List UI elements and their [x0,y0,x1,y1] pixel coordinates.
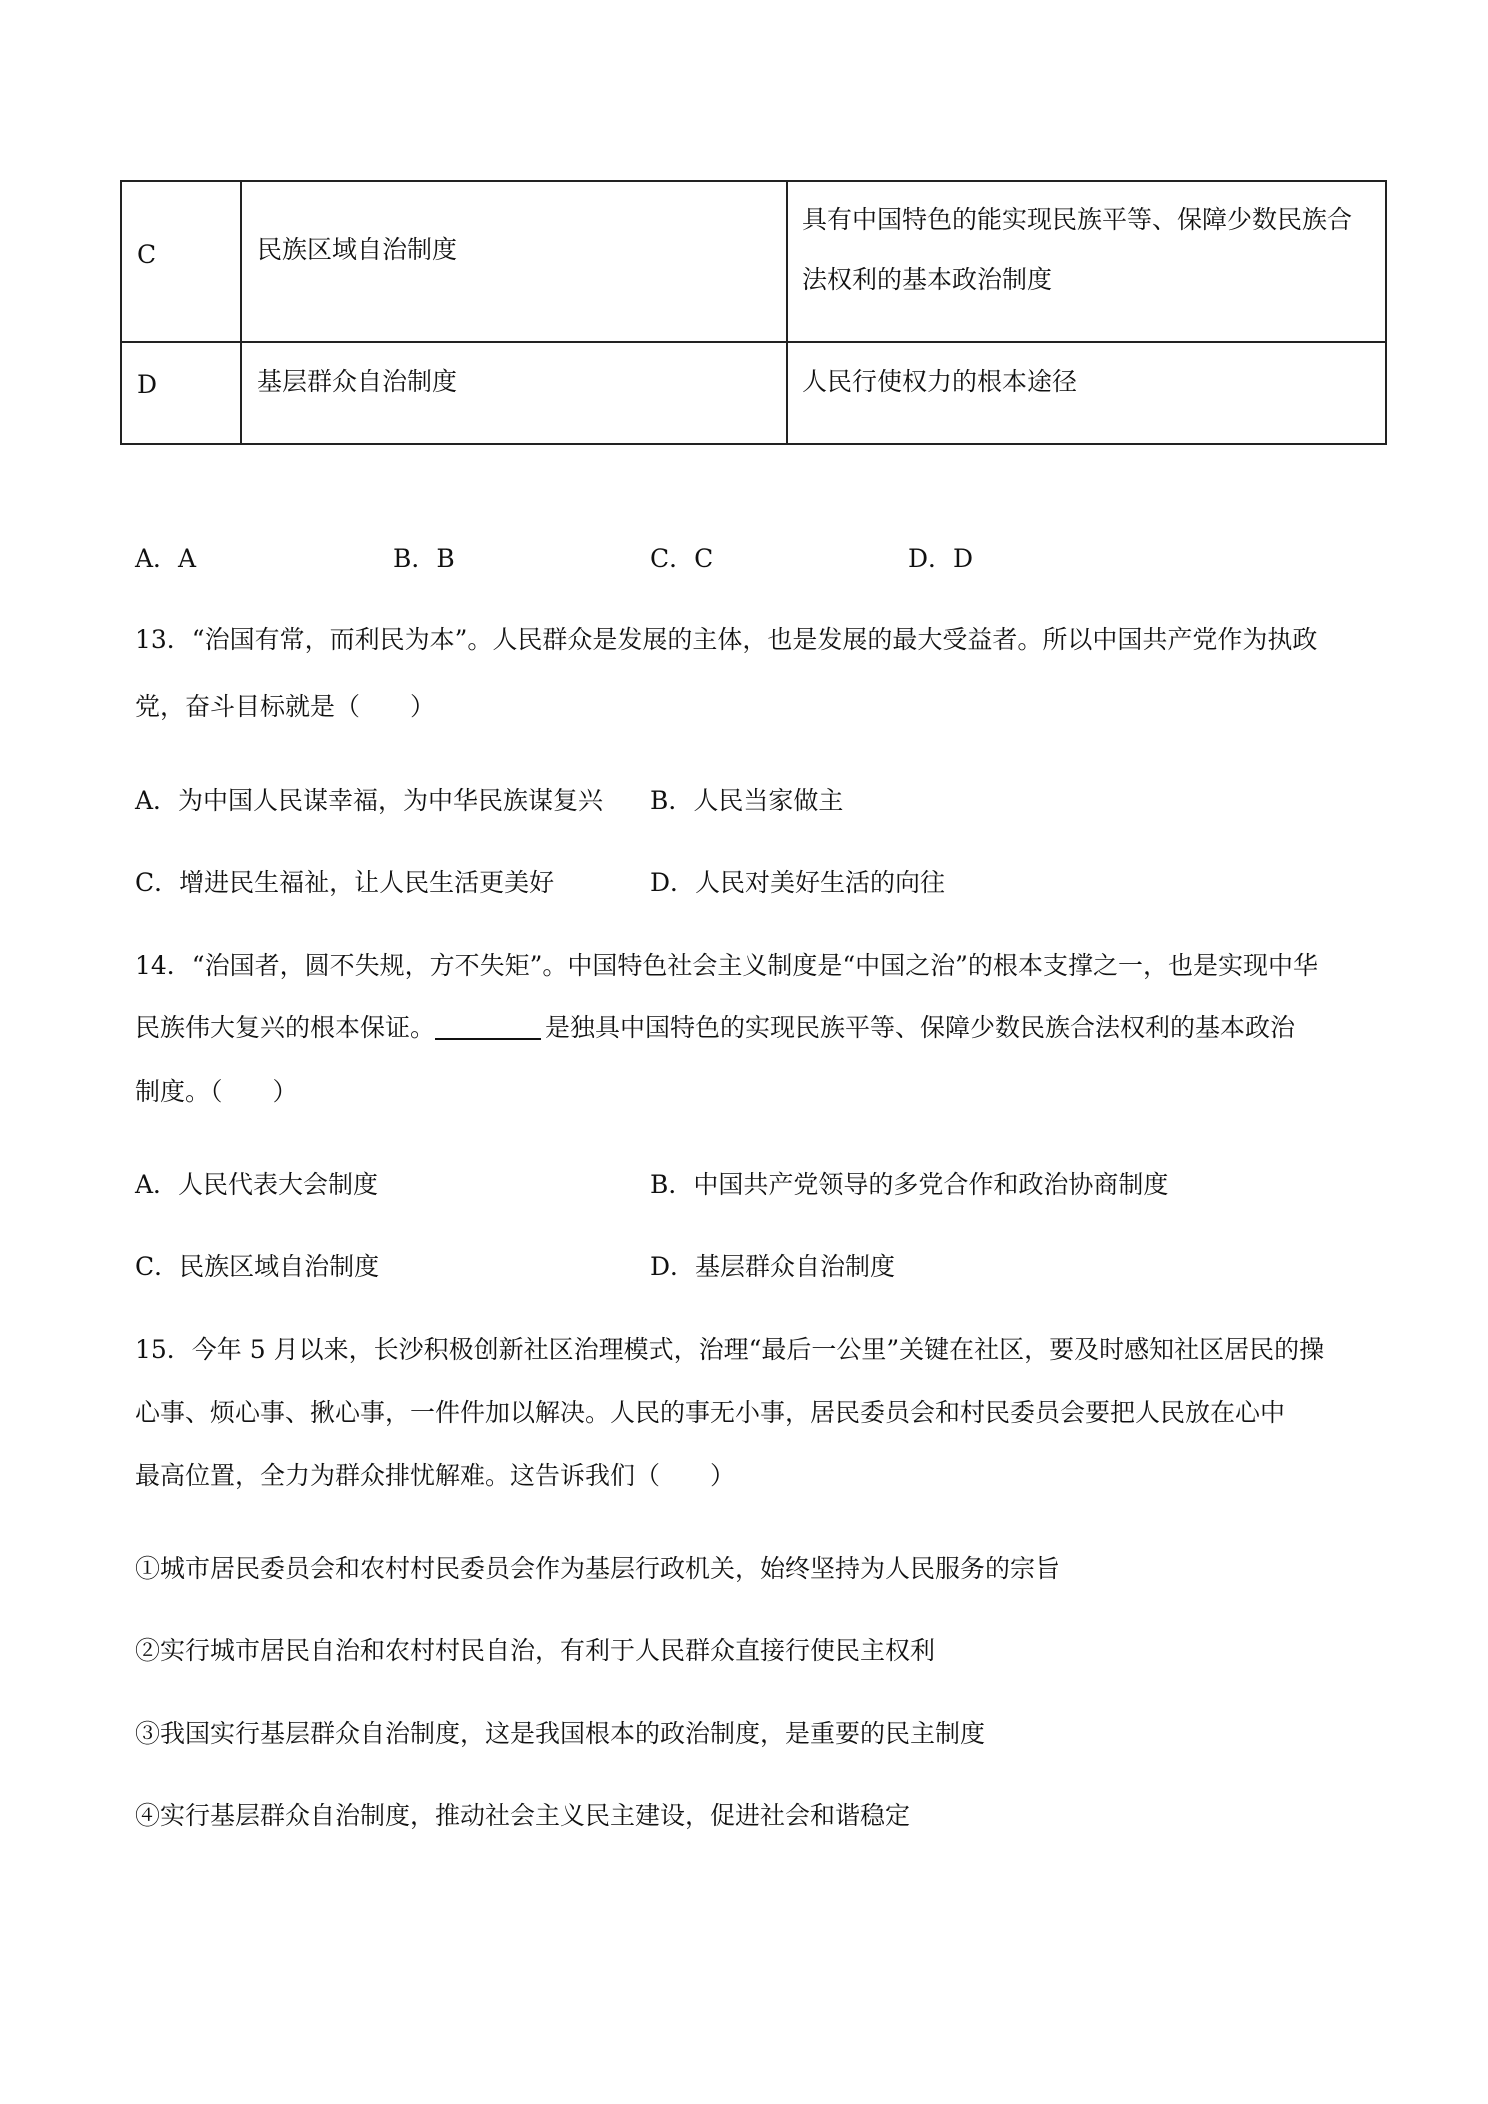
table-cell-system: 民族区域自治制度 [257,235,458,264]
q14-stem-prefix: 民族伟大复兴的根本保证。 [135,1013,436,1042]
q14-option-d: D．基层群众自治制度 [650,1252,896,1281]
q15-statement-1: ①城市居民委员会和农村村民委员会作为基层行政机关，始终坚持为人民服务的宗旨 [135,1554,1061,1583]
table-divider [240,182,242,443]
table-divider [122,341,1385,343]
q13-option-a: A．为中国人民谋幸福，为中华民族谋复兴 [135,786,604,815]
table-cell-letter: D [137,370,158,399]
q14-blank [435,1016,541,1040]
table-cell-desc: 法权利的基本政治制度 [802,265,1053,294]
q12-option-c: C．C [650,544,714,573]
q12-option-a: A．A [135,544,197,573]
q15-statement-2: ②实行城市居民自治和农村村民自治，有利于人民群众直接行使民主权利 [135,1636,936,1665]
q12-option-d: D．D [908,544,974,573]
table-cell-desc: 具有中国特色的能实现民族平等、保障少数民族合 [802,205,1353,234]
q12-option-b: B．B [393,544,455,573]
q15-statement-4: ④实行基层群众自治制度，推动社会主义民主建设，促进社会和谐稳定 [135,1801,911,1830]
q14-stem-suffix: 是独具中国特色的实现民族平等、保障少数民族合法权利的基本政治 [545,1013,1296,1042]
q14-option-b: B．中国共产党领导的多党合作和政治协商制度 [650,1170,1169,1199]
q15-stem: 最高位置，全力为群众排忧解难。这告诉我们（ ） [135,1461,736,1490]
q15-stem: 心事、烦心事、揪心事，一件件加以解决。人民的事无小事，居民委员会和村民委员会要把人民放在心中 [135,1398,1286,1427]
q14-option-a: A．人民代表大会制度 [135,1170,379,1199]
table-cell-letter: C [137,240,157,269]
q13-option-b: B．人民当家做主 [650,786,844,815]
q14-option-c: C．民族区域自治制度 [135,1252,380,1281]
q14-stem: 制度。（ ） [135,1077,298,1106]
q13-stem: 13．“治国有常，而利民为本”。人民群众是发展的主体，也是发展的最大受益者。所以中国共产党作为执政 [135,625,1318,654]
table-cell-desc: 人民行使权力的根本途径 [802,367,1078,396]
q13-option-c: C．增进民生福祉，让人民生活更美好 [135,868,555,897]
answer-table [120,180,1387,445]
q15-statement-3: ③我国实行基层群众自治制度，这是我国根本的政治制度，是重要的民主制度 [135,1719,986,1748]
q14-stem [135,1015,1295,1040]
q15-stem: 15．今年 5 月以来，长沙积极创新社区治理模式，治理“最后一公里”关键在社区，要及时感知社区居民的操 [135,1335,1325,1364]
q14-stem: 14．“治国者，圆不失规，方不失矩”。中国特色社会主义制度是“中国之治”的根本支撑之一，也是实现中华 [135,951,1318,980]
table-cell-system: 基层群众自治制度 [257,367,458,396]
table-divider [786,182,788,443]
q13-stem: 党，奋斗目标就是（ ） [135,692,436,721]
q13-option-d: D．人民对美好生活的向往 [650,868,946,897]
